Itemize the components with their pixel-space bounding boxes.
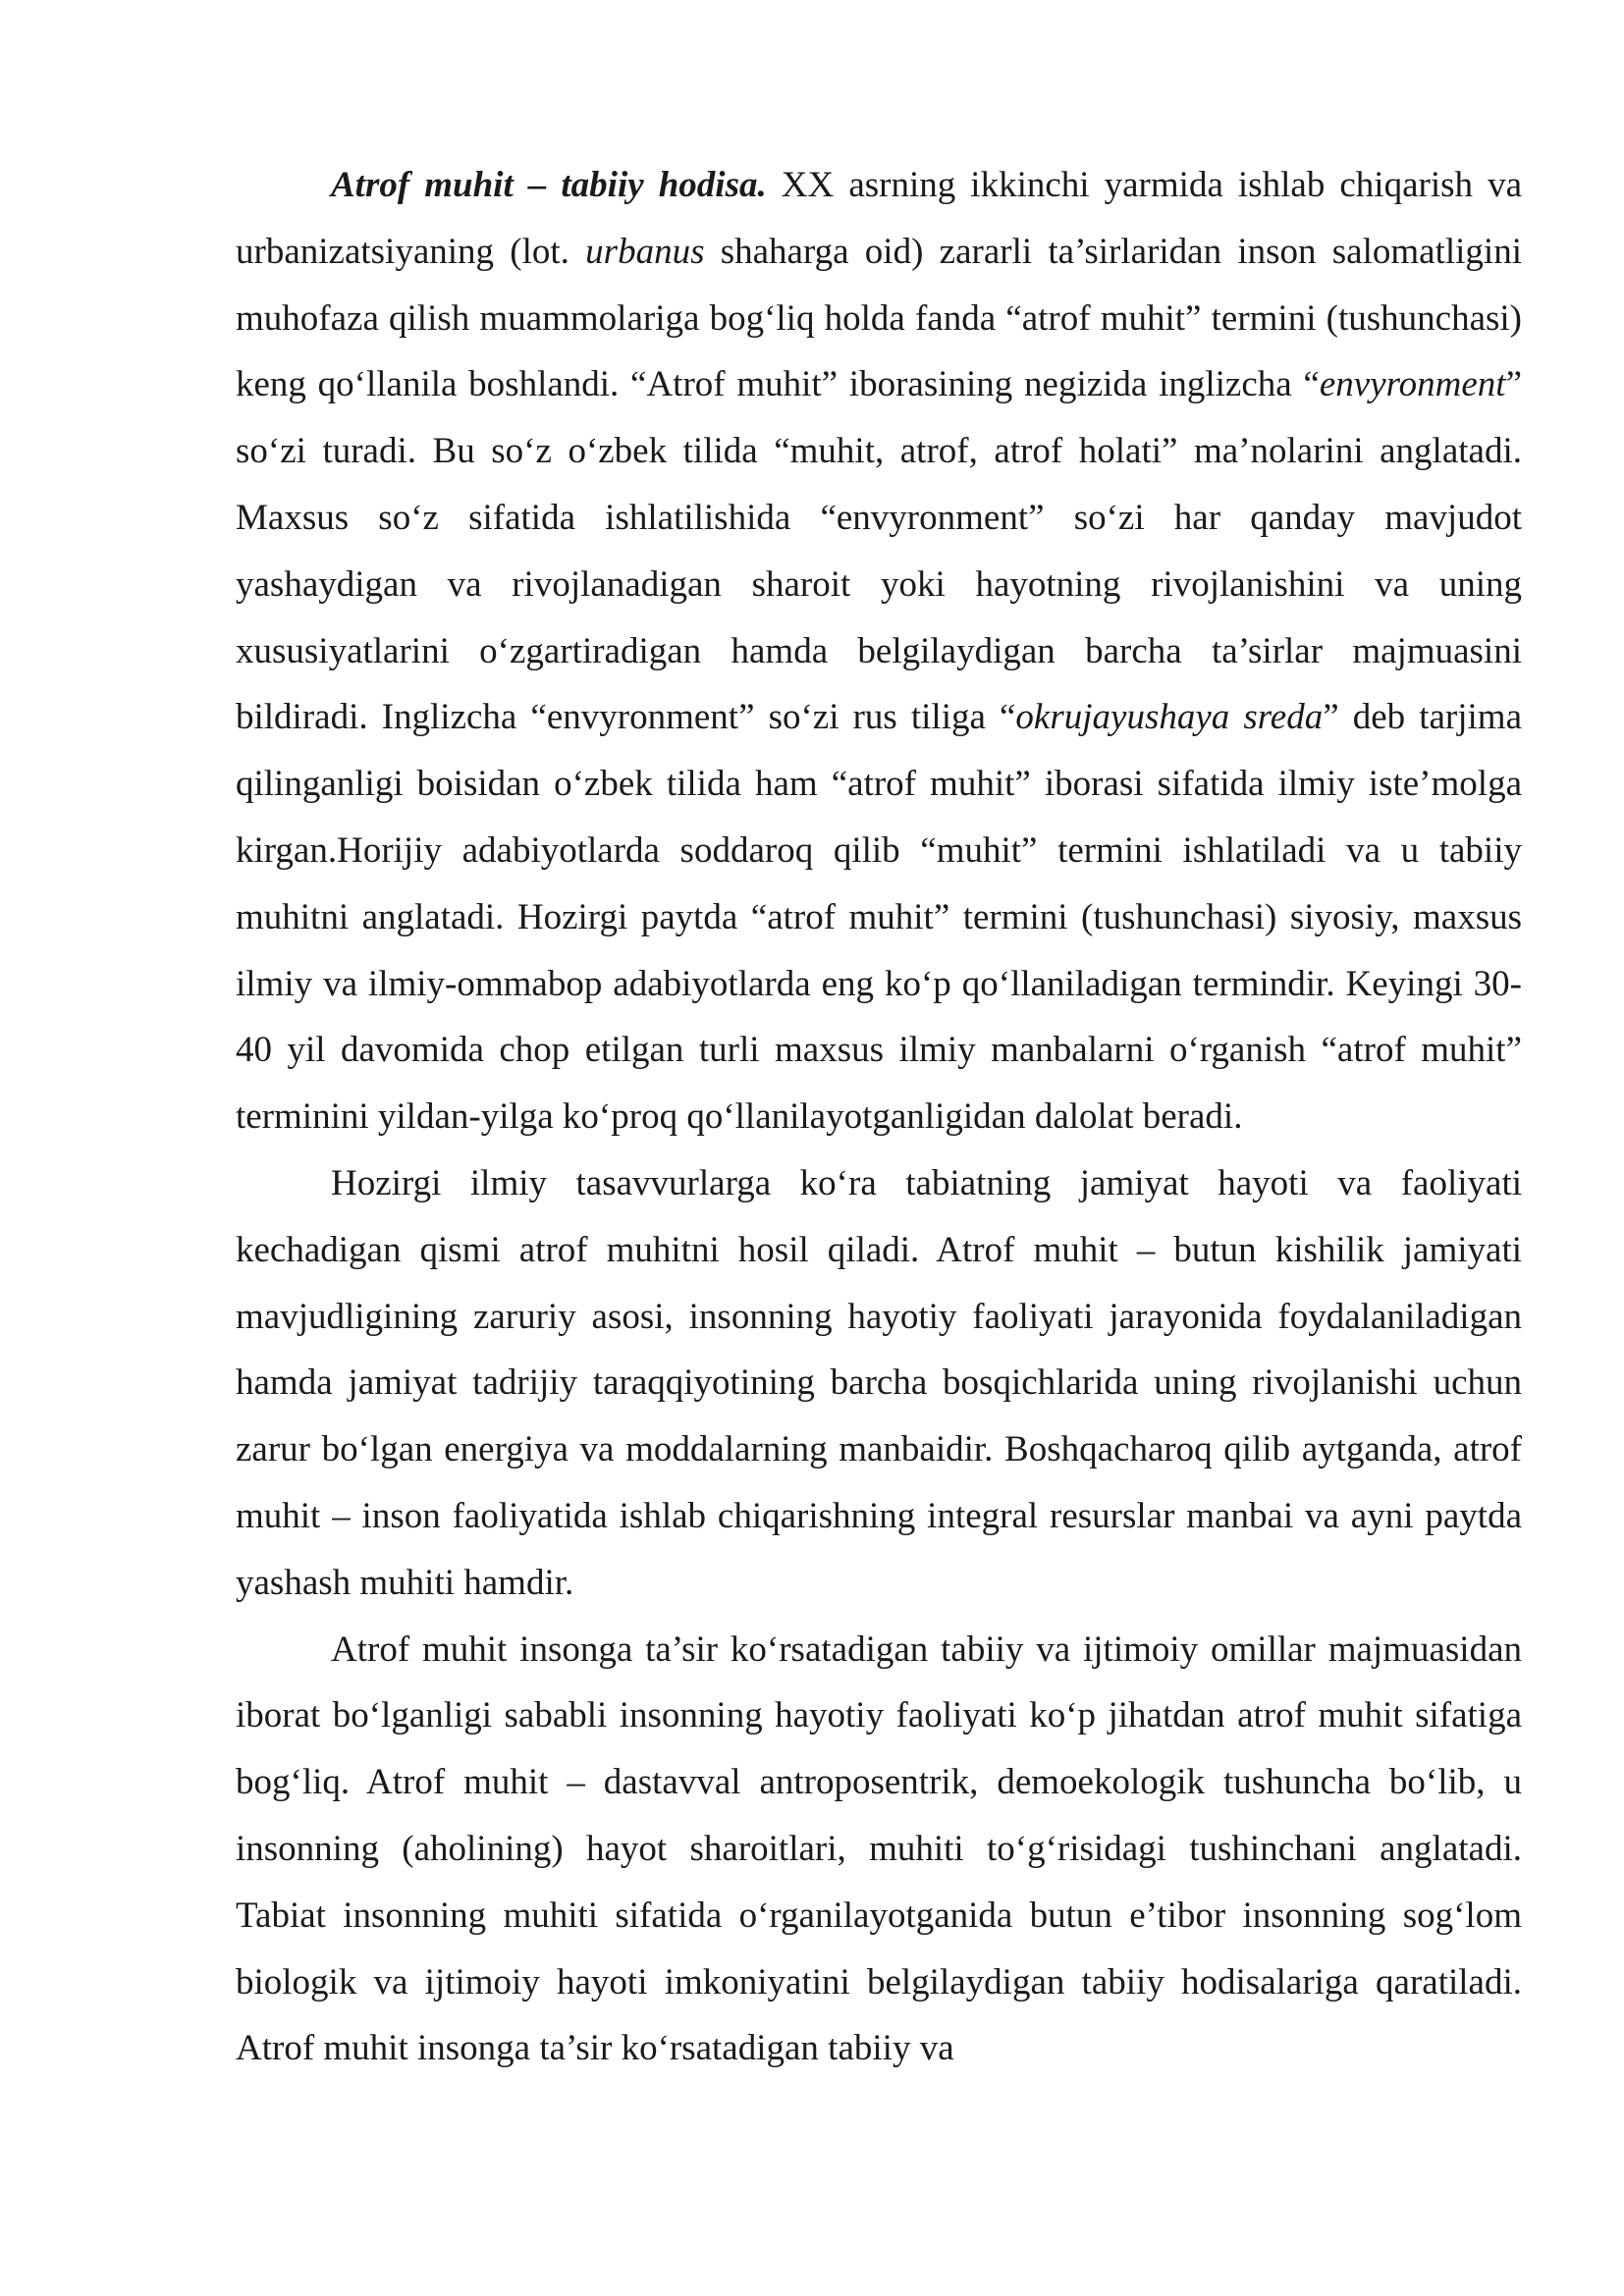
russian-term: okrujayushaya sreda — [1015, 697, 1324, 738]
paragraph-1-text-a: XX asrning ikkinchi yarmida ishlab chiqarish va urbanizatsiyaning (lot. — [236, 165, 1522, 272]
paragraph-1-text-b: shaharga oid) zararli ta’sirlaridan inson salomatligini muhofaza qilish muammolariga bog‘liq holda fanda “atrof muhit” termini (tushunchasi) keng qo‘llanila boshlandi. “Atrof muhit” iborasining negizida inglizcha “ — [236, 231, 1522, 405]
paragraph-3: Atrof muhit insonga ta’sir ko‘rsatadigan tabiiy va ijtimoiy omillar majmuasidan iborat bo‘lganligi sababli insonning hayotiy faoliyati ko‘p jihatdan atrof muhit sifatiga bog‘liq. Atrof muhit – dastavval antroposentrik, demoekologik tushuncha bo‘lib, u insonning (aholining) hayot sharoitlari, muhiti to‘g‘risidagi tushinchani anglatadi. Tabiat insonning muhiti sifatida o‘rganilayotganida butun e’tibor insonning sog‘lom biologik va ijtimoiy hayoti imkoniyatini belgilaydigan tabiiy hodisalariga qaratiladi. Atrof muhit insonga ta’sir ko‘rsatadigan tabiiy va — [236, 1629, 1522, 2069]
english-term: envyronment — [1319, 364, 1506, 405]
latin-term: urbanus — [585, 231, 705, 272]
paragraph-2: Hozirgi ilmiy tasavvurlarga ko‘ra tabiatning jamiyat hayoti va faoliyati kechadigan qismi atrof muhitni hosil qiladi. Atrof muhit – butun kishilik jamiyati mavjudligining zaruriy asosi, insonning hayotiy faoliyati jarayonida foydalaniladigan hamda jamiyat tadrijiy taraqqiyotining barcha bosqichlarida uning rivojlanishi uchun zarur bo‘lgan energiya va moddalarning manbaidir. Boshqacharoq qilib aytganda, atrof muhit – inson faoliyatida ishlab chiqarishning integral resurslar manbai va ayni paytda yashash muhiti hamdir. — [236, 1162, 1522, 1603]
paragraph-1 — [236, 152, 1522, 1150]
document-page — [236, 152, 1522, 2082]
paragraph-1-text-c: ” so‘zi turadi. Bu so‘z o‘zbek tilida “muhit, atrof, atrof holati” ma’nolarini anglatadi. Maxsus so‘z sifatida ishlatilishida “envyronment” so‘zi har qanday mavjudot yashaydigan va rivojlanadigan sharoit yoki hayotning rivojlanishini va uning xususiyatlarini o‘zgartiradigan hamda belgilaydigan barcha ta’sirlar majmuasini bildiradi. Inglizcha “envyronment” so‘zi rus tiliga “ — [236, 364, 1522, 738]
section-lead-heading: Atrof muhit – tabiiy hodisa. — [331, 165, 767, 205]
paragraph-1-text-d: ” deb tarjima qilinganligi boisidan o‘zbek tilida ham “atrof muhit” iborasi sifatida ilmiy iste’molga kirgan.Horijiy adabiyotlarda soddaroq qilib “muhit” termini ishlatiladi va u tabiiy muhitni anglatadi. Hozirgi paytda “atrof muhit” termini (tushunchasi) siyosiy, maxsus ilmiy va ilmiy-ommabop adabiyotlarda eng ko‘p qo‘llaniladigan termindir. Keyingi 30-40 yil davomida chop etilgan turli maxsus ilmiy manbalarni o‘rganish “atrof muhit” terminini yildan-yilga ko‘proq qo‘llanilayotganligidan dalolat beradi. — [236, 697, 1522, 1138]
